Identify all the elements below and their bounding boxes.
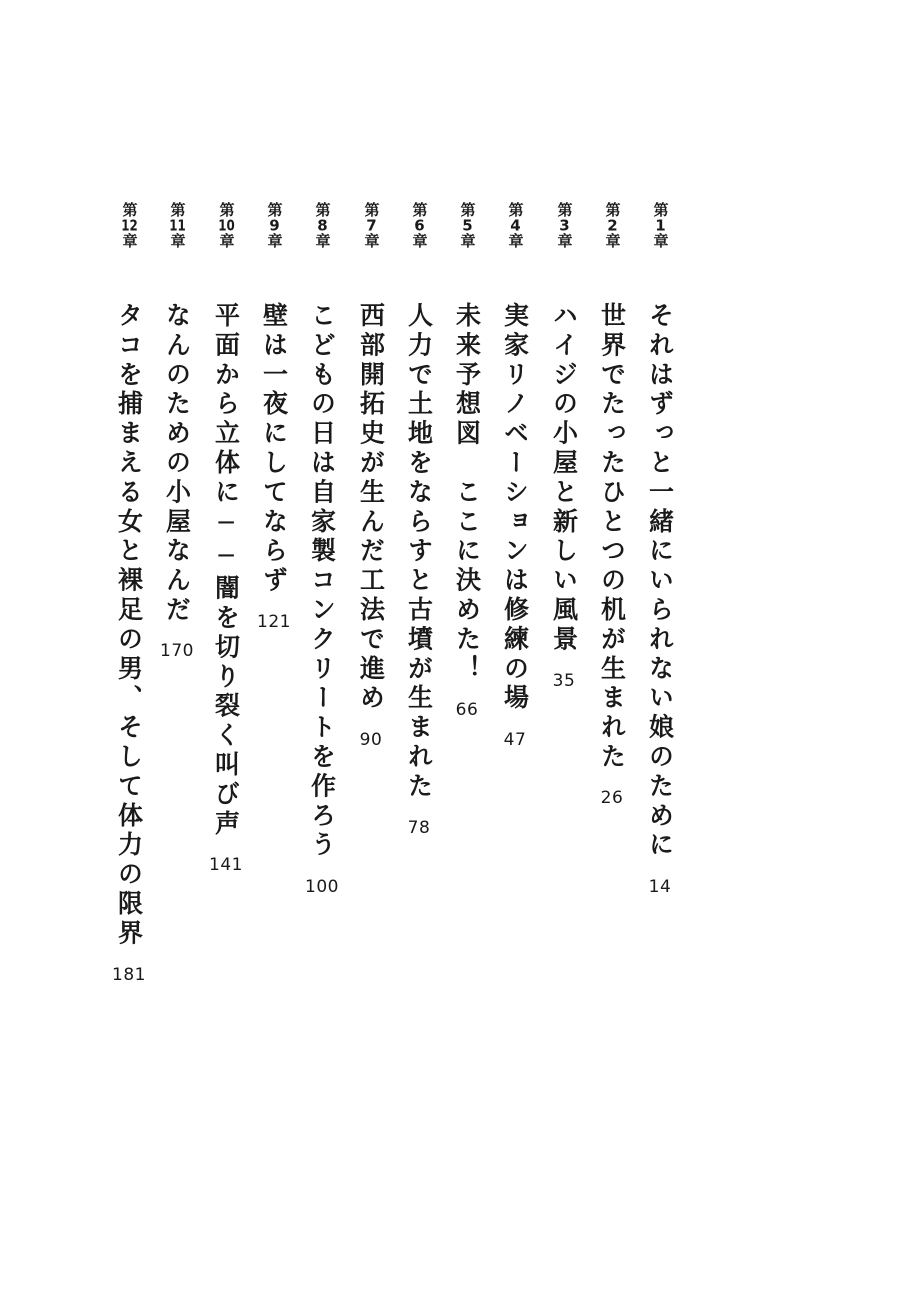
chapter-1-title: それはずっと一緒にいられない娘のために <box>645 302 675 861</box>
chapter-2-entry[interactable] <box>588 202 636 807</box>
chapter-9-page: 121 <box>257 612 291 632</box>
chapter-3-number: 第3章 <box>555 202 574 249</box>
chapter-12-title: タコを捕まえる女と裸足の男、そして体力の限界 <box>114 302 144 949</box>
chapter-4-entry[interactable] <box>491 202 539 749</box>
chapter-7-entry[interactable] <box>347 202 395 749</box>
chapter-10-entry[interactable] <box>202 202 250 874</box>
chapter-6-page: 78 <box>407 817 431 838</box>
chapter-11-entry[interactable] <box>153 202 201 660</box>
chapter-4-title: 実家リノベーションは修練の場 <box>500 302 530 714</box>
chapter-12-entry[interactable] <box>105 202 153 984</box>
chapter-5-title: 未来予想図 ここに決めた！ <box>452 302 482 685</box>
chapter-10-number: 第10章 <box>217 202 236 249</box>
chapter-5-page: 66 <box>455 700 479 721</box>
chapter-8-page: 100 <box>305 876 339 897</box>
chapter-11-page: 170 <box>160 641 194 662</box>
chapter-6-title: 人力で土地をならすと古墳が生まれた <box>404 302 434 802</box>
chapter-6-entry[interactable] <box>395 202 443 837</box>
chapter-3-title: ハイジの小屋と新しい風景 <box>549 302 579 655</box>
chapter-11-title: なんのための小屋なんだ <box>162 302 192 626</box>
chapter-1-number: 第1章 <box>651 202 670 249</box>
chapter-8-number: 第8章 <box>313 202 332 249</box>
chapter-12-page: 181 <box>112 964 146 985</box>
chapter-8-title: こどもの日は自家製コンクリートを作ろう <box>307 302 337 861</box>
chapter-3-entry[interactable] <box>540 202 588 690</box>
chapter-2-page: 26 <box>600 788 624 809</box>
chapter-2-title: 世界でたったひとつの机が生まれた <box>597 302 627 773</box>
chapter-9-entry[interactable] <box>250 202 298 631</box>
chapter-9-title: 壁は一夜にしてならず <box>259 302 289 596</box>
chapter-2-number: 第2章 <box>603 202 622 249</box>
chapter-9-number: 第9章 <box>265 202 284 249</box>
chapter-10-page: 141 <box>209 855 243 876</box>
chapter-7-page: 90 <box>359 729 383 750</box>
chapter-4-page: 47 <box>503 729 527 750</box>
chapter-5-number: 第5章 <box>458 202 477 249</box>
chapter-5-entry[interactable] <box>443 202 491 719</box>
chapter-3-page: 35 <box>552 670 576 691</box>
chapter-7-number: 第7章 <box>362 202 381 249</box>
chapter-1-page: 14 <box>648 876 672 897</box>
chapter-4-number: 第4章 <box>506 202 525 249</box>
chapter-1-entry[interactable] <box>636 202 684 896</box>
chapter-11-number: 第11章 <box>168 202 187 249</box>
chapter-8-entry[interactable] <box>298 202 346 896</box>
chapter-10-title: 平面から立体に──闇を切り裂く叫び声 <box>211 302 241 840</box>
chapter-6-number: 第6章 <box>410 202 429 249</box>
chapter-12-number: 第12章 <box>120 202 139 249</box>
chapter-7-title: 西部開拓史が生んだ工法で進め <box>356 302 386 714</box>
